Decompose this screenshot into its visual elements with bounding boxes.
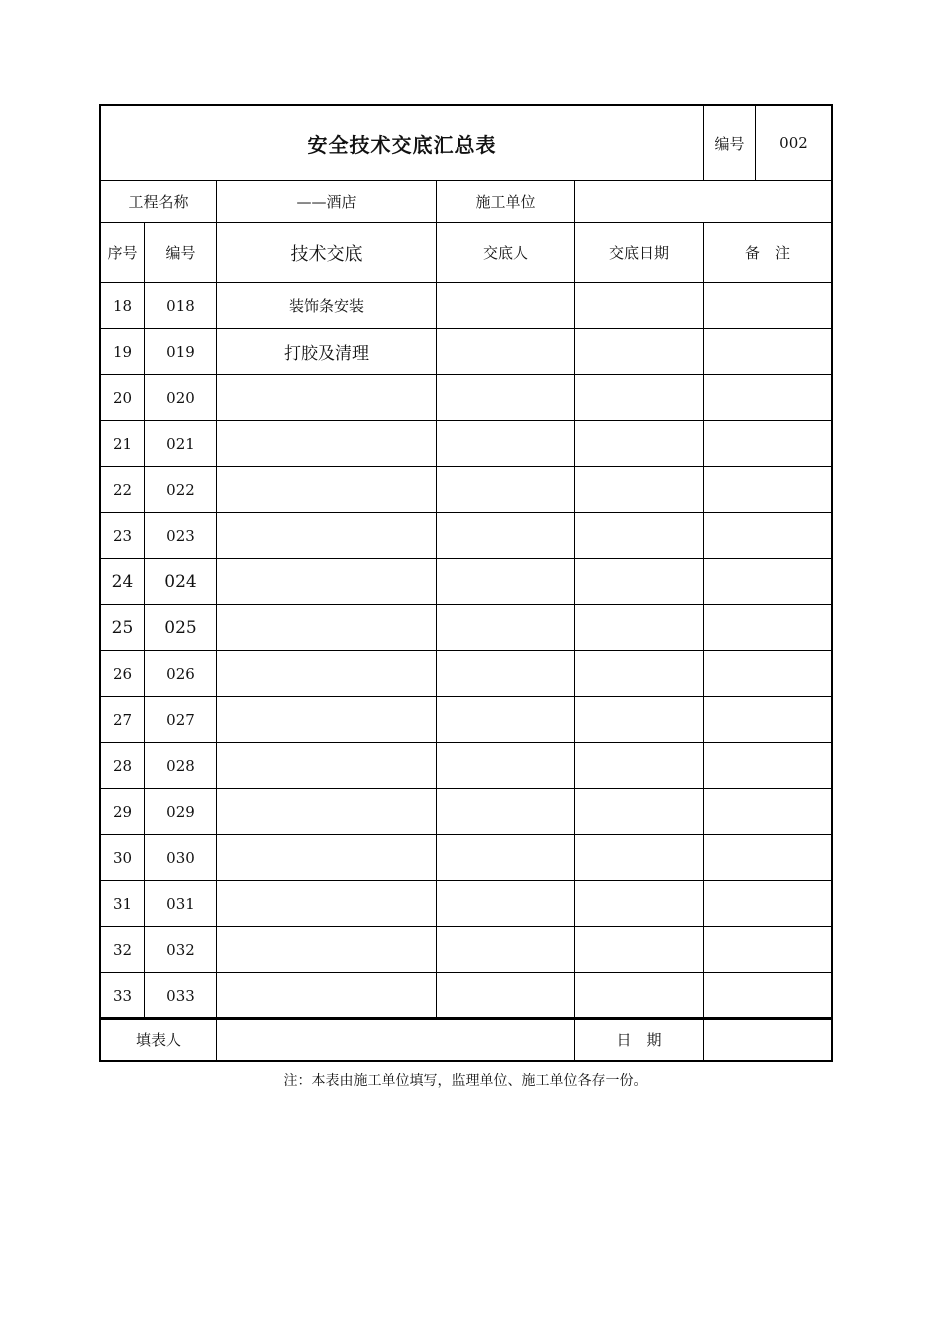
row-remark-cell	[704, 467, 832, 513]
row-date-cell	[575, 375, 704, 421]
col-header-remark: 备 注	[704, 223, 832, 283]
row-remark-cell	[704, 973, 832, 1019]
table-row	[101, 329, 832, 375]
row-date-cell	[575, 743, 704, 789]
row-topic-cell	[217, 789, 437, 835]
row-seq-cell: 32	[101, 927, 145, 973]
row-seq-cell: 28	[101, 743, 145, 789]
table-row	[101, 881, 832, 927]
row-person-cell	[437, 927, 575, 973]
row-person-cell	[437, 973, 575, 1019]
row-code-cell: 030	[145, 835, 217, 881]
row-person-cell	[437, 375, 575, 421]
number-label: 编号	[704, 106, 756, 181]
header-row	[101, 223, 832, 283]
row-code-cell: 018	[145, 283, 217, 329]
row-remark-cell	[704, 881, 832, 927]
row-date-cell	[575, 605, 704, 651]
row-date-cell	[575, 881, 704, 927]
row-date-cell	[575, 789, 704, 835]
table-row	[101, 559, 832, 605]
row-code-cell: 025	[145, 605, 217, 651]
row-code-cell: 020	[145, 375, 217, 421]
col-header-date: 交底日期	[575, 223, 704, 283]
row-remark-cell	[704, 421, 832, 467]
table-row	[101, 283, 832, 329]
row-date-cell	[575, 835, 704, 881]
table-row	[101, 835, 832, 881]
row-date-cell	[575, 973, 704, 1019]
footer-row	[101, 1019, 832, 1061]
row-date-cell	[575, 697, 704, 743]
row-seq-cell: 21	[101, 421, 145, 467]
project-value: ——酒店	[217, 181, 437, 223]
row-seq-cell: 29	[101, 789, 145, 835]
summary-table	[100, 105, 832, 1019]
row-code-cell: 029	[145, 789, 217, 835]
footnote: 注：本表由施工单位填写，监理单位、施工单位各存一份。	[283, 1073, 648, 1089]
row-seq-cell: 23	[101, 513, 145, 559]
row-topic-cell	[217, 651, 437, 697]
row-code-cell: 028	[145, 743, 217, 789]
row-remark-cell	[704, 835, 832, 881]
contractor-value	[575, 181, 832, 223]
table-row	[101, 605, 832, 651]
row-seq-cell: 22	[101, 467, 145, 513]
row-remark-cell	[704, 513, 832, 559]
row-remark-cell	[704, 697, 832, 743]
row-person-cell	[437, 697, 575, 743]
row-date-cell	[575, 421, 704, 467]
row-topic-cell	[217, 513, 437, 559]
table-row	[101, 927, 832, 973]
row-remark-cell	[704, 651, 832, 697]
row-code-cell: 031	[145, 881, 217, 927]
row-person-cell	[437, 283, 575, 329]
row-code-cell: 026	[145, 651, 217, 697]
form-title: 安全技术交底汇总表	[101, 106, 704, 181]
row-code-cell: 033	[145, 973, 217, 1019]
row-person-cell	[437, 743, 575, 789]
row-date-cell	[575, 927, 704, 973]
table-row	[101, 973, 832, 1019]
row-code-cell: 027	[145, 697, 217, 743]
row-date-cell	[575, 283, 704, 329]
row-code-cell: 019	[145, 329, 217, 375]
summary-form	[100, 105, 831, 1061]
col-header-topic: 技术交底	[217, 223, 437, 283]
row-date-cell	[575, 329, 704, 375]
row-seq-cell: 26	[101, 651, 145, 697]
row-person-cell	[437, 835, 575, 881]
row-person-cell	[437, 881, 575, 927]
table-row	[101, 789, 832, 835]
filler-label: 填表人	[101, 1019, 217, 1061]
number-value: 002	[756, 106, 832, 181]
row-seq-cell: 30	[101, 835, 145, 881]
row-code-cell: 023	[145, 513, 217, 559]
row-seq-cell: 20	[101, 375, 145, 421]
row-seq-cell: 27	[101, 697, 145, 743]
row-remark-cell	[704, 375, 832, 421]
row-seq-cell: 19	[101, 329, 145, 375]
row-topic-cell	[217, 927, 437, 973]
row-topic-cell	[217, 559, 437, 605]
footer-table	[100, 1018, 832, 1061]
row-seq-cell: 18	[101, 283, 145, 329]
row-remark-cell	[704, 789, 832, 835]
row-date-cell	[575, 559, 704, 605]
row-topic-cell	[217, 973, 437, 1019]
table-row	[101, 467, 832, 513]
table-row	[101, 421, 832, 467]
row-seq-cell: 31	[101, 881, 145, 927]
date-label: 日 期	[575, 1019, 704, 1061]
row-person-cell	[437, 789, 575, 835]
row-seq-cell: 24	[101, 559, 145, 605]
row-remark-cell	[704, 605, 832, 651]
row-topic-cell	[217, 881, 437, 927]
row-seq-cell: 25	[101, 605, 145, 651]
table-row	[101, 743, 832, 789]
project-label: 工程名称	[101, 181, 217, 223]
row-topic-cell	[217, 605, 437, 651]
row-topic-cell: 打胶及清理	[217, 329, 437, 375]
table-row	[101, 375, 832, 421]
row-person-cell	[437, 329, 575, 375]
filler-value	[217, 1019, 575, 1061]
row-person-cell	[437, 651, 575, 697]
row-remark-cell	[704, 329, 832, 375]
title-row	[101, 106, 832, 181]
row-topic-cell	[217, 421, 437, 467]
row-code-cell: 032	[145, 927, 217, 973]
row-date-cell	[575, 467, 704, 513]
col-header-person: 交底人	[437, 223, 575, 283]
row-person-cell	[437, 559, 575, 605]
row-remark-cell	[704, 927, 832, 973]
project-row	[101, 181, 832, 223]
row-code-cell: 024	[145, 559, 217, 605]
row-topic-cell	[217, 467, 437, 513]
row-date-cell	[575, 651, 704, 697]
row-person-cell	[437, 513, 575, 559]
row-topic-cell	[217, 835, 437, 881]
row-date-cell	[575, 513, 704, 559]
table-row	[101, 697, 832, 743]
row-seq-cell: 33	[101, 973, 145, 1019]
table-row	[101, 651, 832, 697]
row-topic-cell	[217, 697, 437, 743]
row-topic-cell: 装饰条安装	[217, 283, 437, 329]
row-person-cell	[437, 605, 575, 651]
row-topic-cell	[217, 743, 437, 789]
col-header-seq: 序号	[101, 223, 145, 283]
col-header-code: 编号	[145, 223, 217, 283]
table-row	[101, 513, 832, 559]
row-code-cell: 021	[145, 421, 217, 467]
row-remark-cell	[704, 559, 832, 605]
row-remark-cell	[704, 743, 832, 789]
row-remark-cell	[704, 283, 832, 329]
row-person-cell	[437, 421, 575, 467]
row-topic-cell	[217, 375, 437, 421]
row-person-cell	[437, 467, 575, 513]
contractor-label: 施工单位	[437, 181, 575, 223]
row-code-cell: 022	[145, 467, 217, 513]
date-value	[704, 1019, 832, 1061]
